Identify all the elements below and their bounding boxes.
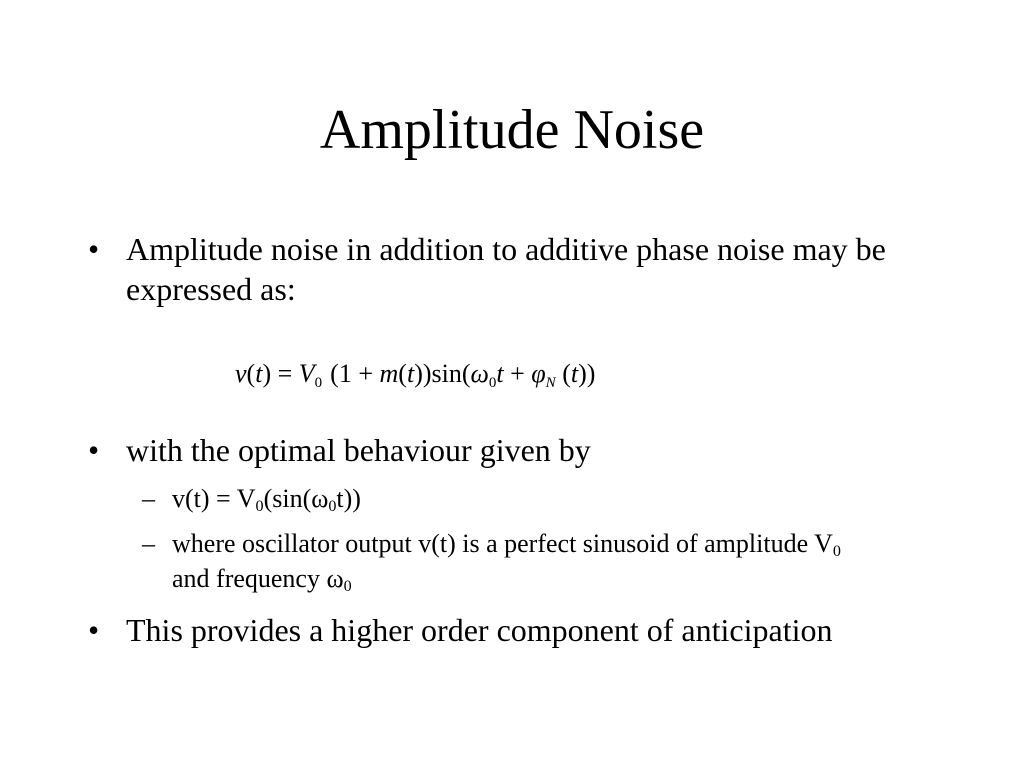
subscript: 0 [832,543,841,561]
eq-phi-t: t [570,359,579,388]
eq-phi-rp: )) [578,359,596,388]
slide-title: Amplitude Noise [319,99,705,161]
sub-marker: – [142,484,155,513]
sub-text-part: t)) [336,484,361,513]
eq-m-rp: )) [414,359,432,388]
sub-text-part: and frequency ω [172,564,344,593]
eq-omega: ω [470,359,489,388]
eq-phi-sub: N [545,375,556,391]
eq-phi: φ [531,359,546,388]
bullet-marker: • [88,432,100,468]
bullet-item-amplitude-noise [88,229,968,309]
bullet-marker: • [88,612,100,648]
eq-sin: sin( [431,359,471,388]
sub-item-text [172,481,882,516]
subscript: 0 [343,578,352,596]
subscript: 0 [255,498,264,516]
eq-omega-t: t [496,359,504,388]
eq-V-sub: 0 [314,375,323,391]
eq-V: V [298,359,315,388]
eq-plus: + [503,359,532,388]
sub-text-part: where oscillator output v(t) is a perfect sinusoid of amplitude V [172,529,833,558]
sub-item-oscillator-description [142,526,882,596]
eq-m: m [379,359,399,388]
bullet-text: with the optimal behaviour given by [126,432,591,468]
bullet-item-anticipation [88,610,968,650]
eq-m-lp: ( [398,359,407,388]
eq-phi-lp: ( [555,359,571,388]
bullet-text: This provides a higher order component of anticipation [126,612,833,648]
bullet-marker: • [88,231,100,267]
sub-marker: – [142,529,155,558]
eq-omega-sub: 0 [488,375,497,391]
eq-one-plus: (1 + [330,359,380,388]
bullet-text: Amplitude noise in addition to additive phase noise may be expressed as: [126,231,886,307]
eq-m-t: t [406,359,415,388]
sub-item-optimal-equation [142,481,882,516]
eq-v: v [235,359,247,388]
eq-t: t [255,359,263,388]
bullet-item-optimal-behaviour [88,430,968,470]
sub-item-text [172,526,882,596]
eq-lp: ( [246,359,256,388]
subscript: 0 [328,498,337,516]
sub-text-part: v(t) = V [172,484,256,513]
sub-text-part: (sin(ω [263,484,329,513]
amplitude-noise-equation [235,356,595,401]
eq-rp-eq: ) = [262,359,299,388]
